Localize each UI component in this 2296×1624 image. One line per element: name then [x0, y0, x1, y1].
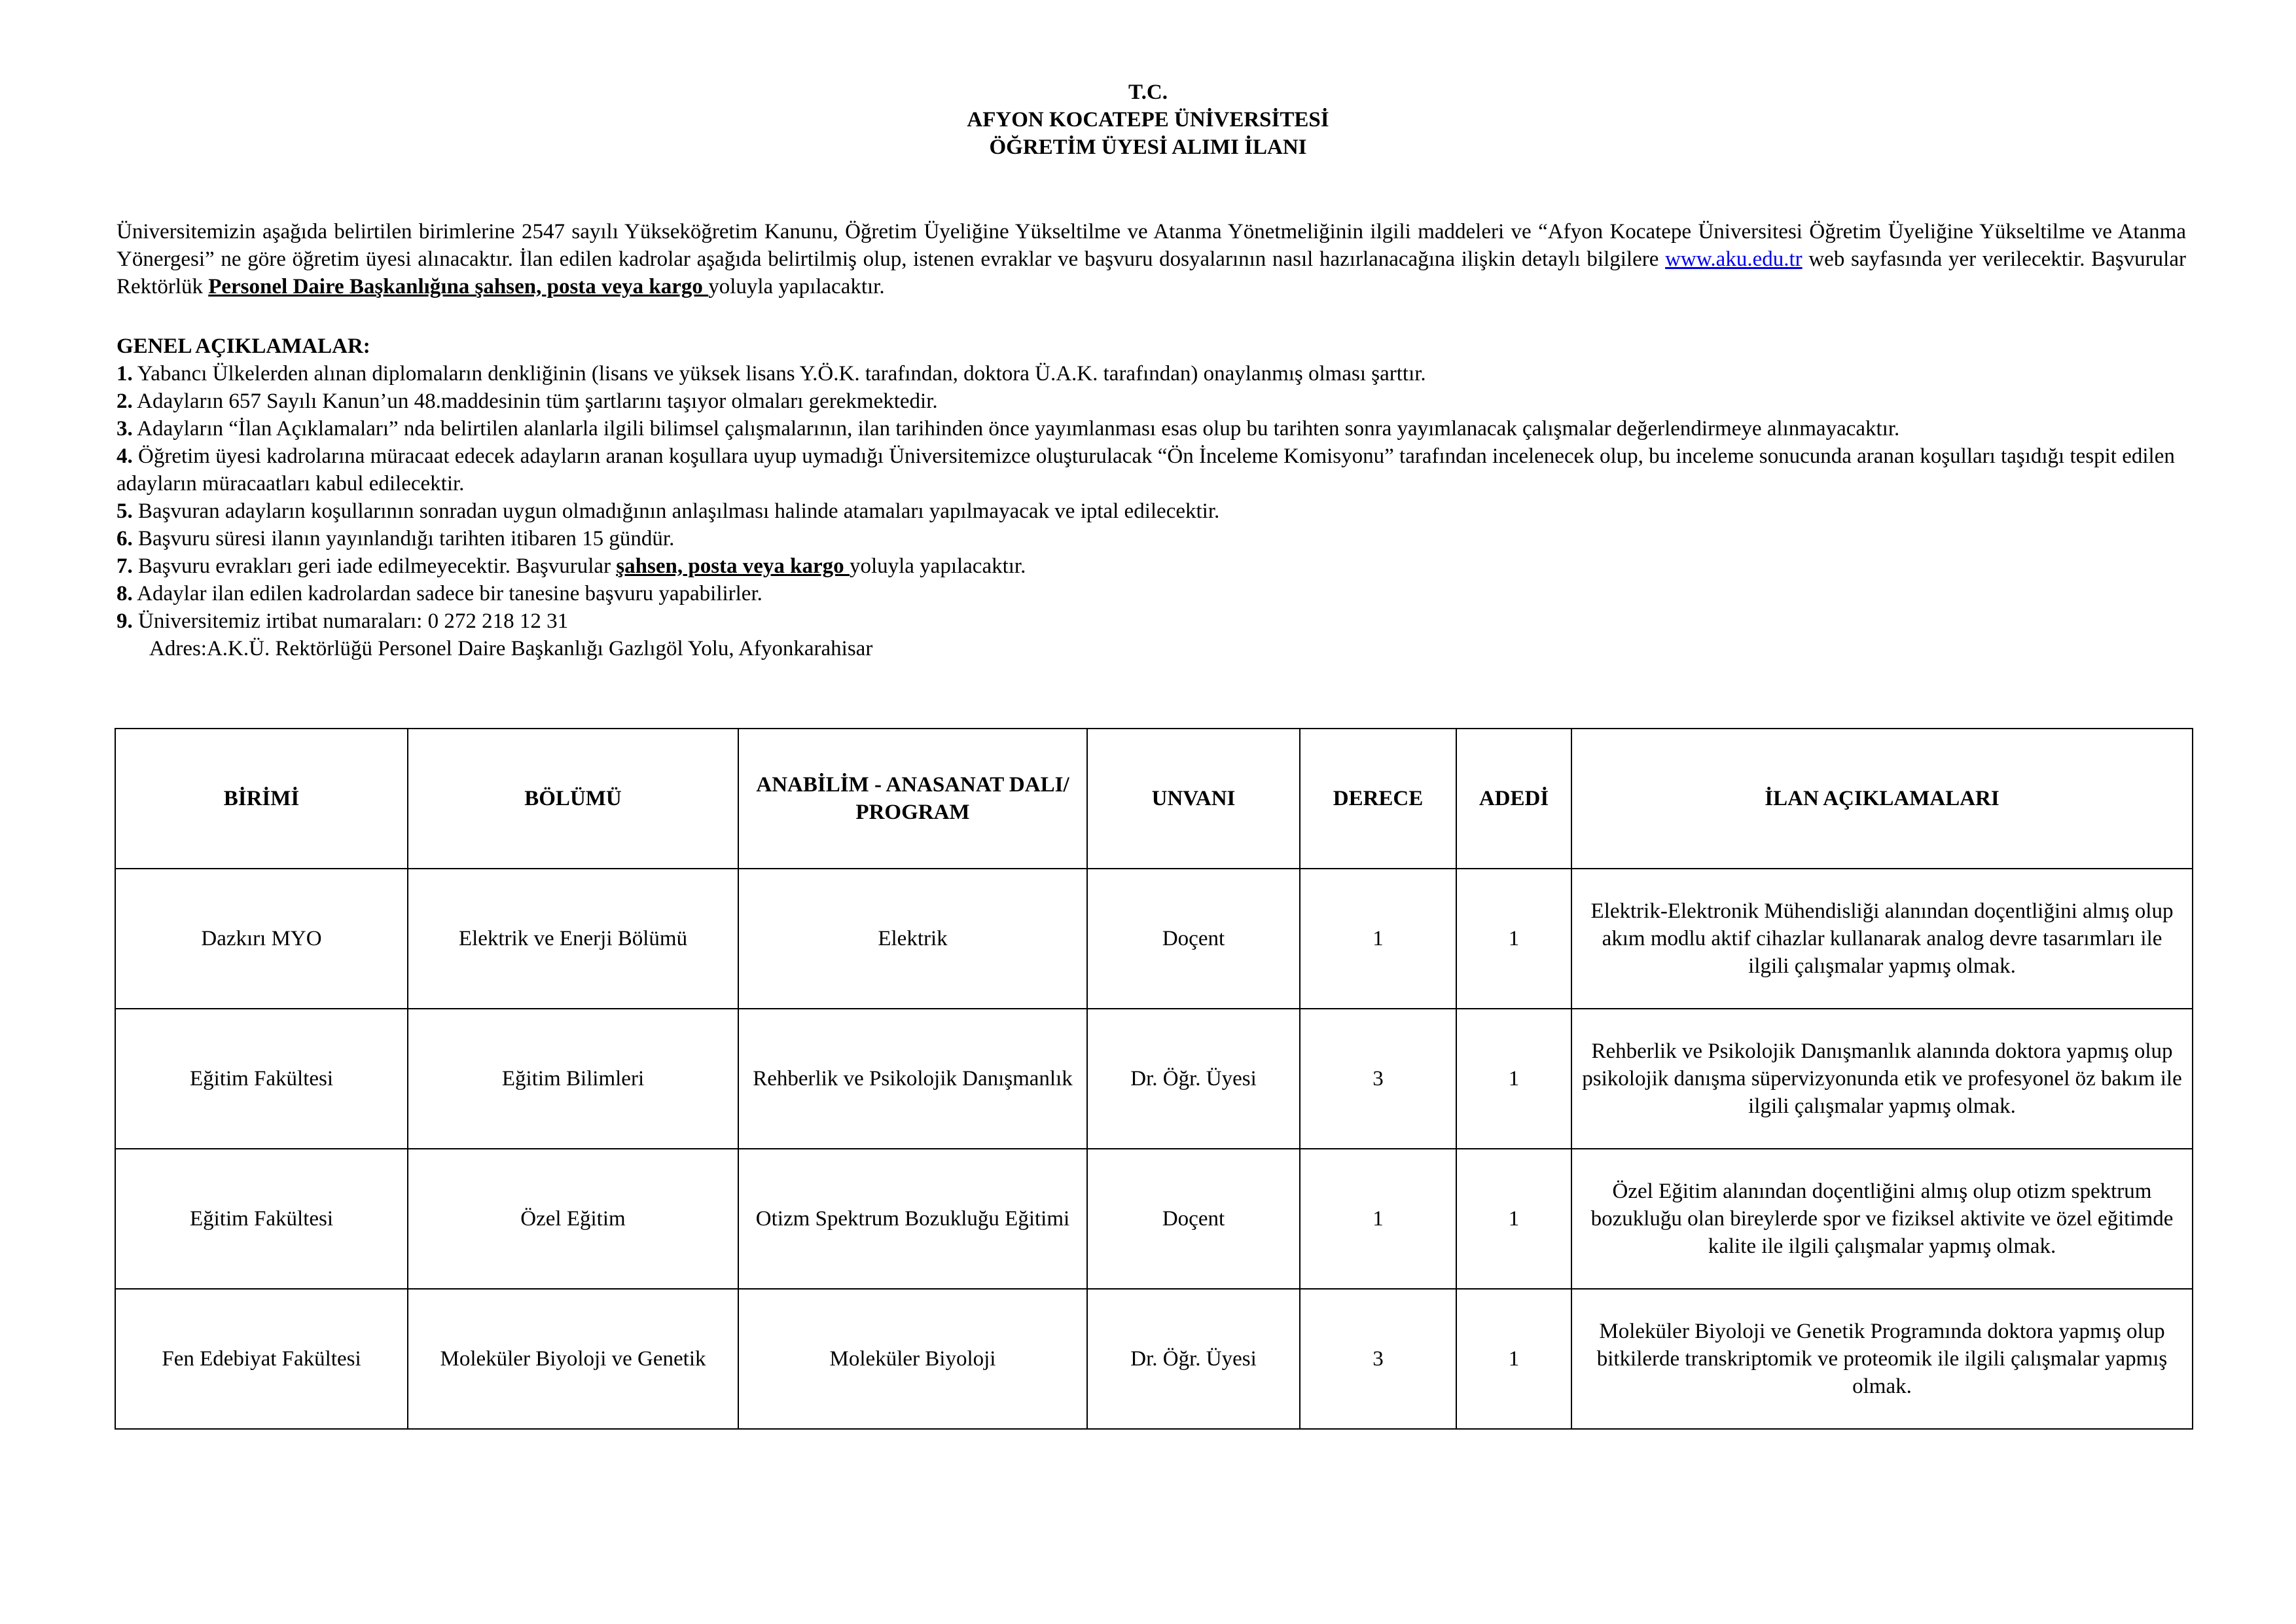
note-number: 1. — [117, 362, 133, 386]
table-row — [115, 869, 2193, 1009]
cell-department: Eğitim Bilimleri — [408, 1009, 738, 1149]
cell-description: Rehberlik ve Psikolojik Danışmanlık alanında doktora yapmış olup psikolojik danışma süpervizyonunda etik ve profesyonel öz bakım ile ilgili çalışmalar yapmış olmak. — [1571, 1009, 2193, 1149]
header-university: AFYON KOCATEPE ÜNİVERSİTESİ — [967, 108, 1329, 132]
header-announcement-title: ÖĞRETİM ÜYESİ ALIMI İLANI — [989, 135, 1307, 159]
col-header-count: ADEDİ — [1456, 729, 1571, 869]
general-notes — [117, 333, 2186, 662]
header-tc: T.C. — [1128, 81, 1168, 104]
col-header-title: UNVANI — [1087, 729, 1300, 869]
note-text: Adayların “İlan Açıklamaları” nda belirtilen alanlarla ilgili bilimsel çalışmalarının, ilan tarihinden önce yayımlanması esas olup bu tarihten sonra yayımlanacak çalışmalar değerlendirmeye alınmayacaktır. — [132, 417, 1900, 441]
cell-count: 1 — [1456, 1149, 1571, 1289]
note-text: Adaylar ilan edilen kadrolardan sadece bir tanesine başvuru yapabilirler. — [132, 582, 762, 605]
note-text: Yabancı Ülkelerden alınan diplomaların denkliğinin (lisans ve yüksek lisans Y.Ö.K. tarafından, doktora Ü.A.K. tarafından) onaylanmış olması şarttır. — [132, 362, 1426, 386]
col-header-discipline: ANABİLİM - ANASANAT DALI/ PROGRAM — [738, 729, 1087, 869]
note-item — [117, 415, 2186, 442]
cell-description: Elektrik-Elektronik Mühendisliği alanından doçentliğini almış olup akım modlu aktif cihazlar kullanarak analog devre tasarımları ile ilgili çalışmalar yapmış olmak. — [1571, 869, 2193, 1009]
intro-text: Üniversitemizin aşağıda belirtilen birimlerine 2547 sayılı Yükseköğretim Kanunu, Öğretim Üyeliğine Yükseltilme ve Atanma Yönetmeliğinin ilgili maddeleri ve “Afyon Kocatepe Üniversitesi Öğretim Üyeliğine Yükseltilme ve Atanma Yönergesi” ne göre öğretim üyesi alınacaktır. İlan edilen kadrolar aşağıda belirtilmiş olup, istenen evraklar ve başvuru dosyalarının nasıl hazırlanacağına ilişkin detaylı bilgilere — [117, 220, 2186, 271]
note-number: 7. — [117, 554, 133, 578]
document-header — [0, 79, 2296, 161]
note-item — [117, 388, 2186, 415]
col-header-degree: DERECE — [1300, 729, 1456, 869]
cell-discipline: Elektrik — [738, 869, 1087, 1009]
table-row — [115, 1289, 2193, 1429]
note-text: Başvuru süresi ilanın yayınlandığı tarihten itibaren 15 gündür. — [132, 527, 675, 550]
note-emphasis: şahsen, posta veya kargo — [616, 554, 850, 578]
cell-unit: Fen Edebiyat Fakültesi — [115, 1289, 408, 1429]
cell-department: Elektrik ve Enerji Bölümü — [408, 869, 738, 1009]
note-item — [117, 607, 2186, 635]
cell-title: Dr. Öğr. Üyesi — [1087, 1009, 1300, 1149]
note-item — [117, 497, 2186, 525]
col-header-unit: BİRİMİ — [115, 729, 408, 869]
cell-title: Doçent — [1087, 869, 1300, 1009]
table-row — [115, 1009, 2193, 1149]
cell-discipline: Moleküler Biyoloji — [738, 1289, 1087, 1429]
note-item — [117, 525, 2186, 552]
cell-department: Özel Eğitim — [408, 1149, 738, 1289]
note-number: 2. — [117, 389, 133, 413]
cell-count: 1 — [1456, 1289, 1571, 1429]
general-notes-title: GENEL AÇIKLAMALAR: — [117, 334, 370, 358]
intro-text-cont: web sayfasında yer verilecektir. Başvurular Rektörlük — [117, 247, 2186, 298]
note-text: Başvuru evrakları geri iade edilmeyecektir. Başvurular — [132, 554, 617, 578]
cell-title: Dr. Öğr. Üyesi — [1087, 1289, 1300, 1429]
cell-unit: Eğitim Fakültesi — [115, 1009, 408, 1149]
address-line: Adres:A.K.Ü. Rektörlüğü Personel Daire Başkanlığı Gazlıgöl Yolu, Afyonkarahisar — [149, 637, 873, 660]
note-item — [117, 360, 2186, 388]
cell-unit: Eğitim Fakültesi — [115, 1149, 408, 1289]
cell-department: Moleküler Biyoloji ve Genetik — [408, 1289, 738, 1429]
cell-title: Doçent — [1087, 1149, 1300, 1289]
note-text: Üniversitemiz irtibat numaraları: 0 272 218 12 31 — [132, 609, 569, 633]
table-header-row — [115, 729, 2193, 869]
note-number: 6. — [117, 527, 133, 550]
cell-count: 1 — [1456, 869, 1571, 1009]
intro-paragraph — [117, 218, 2186, 300]
note-text-end: yoluyla yapılacaktır. — [849, 554, 1026, 578]
cell-unit: Dazkırı MYO — [115, 869, 408, 1009]
positions-table — [115, 728, 2193, 1430]
note-text: Başvuran adayların koşullarının sonradan uygun olmadığının anlaşılması halinde atamaları yapılmayacak ve iptal edilecektir. — [132, 499, 1220, 523]
note-number: 8. — [117, 582, 133, 605]
note-number: 5. — [117, 499, 133, 523]
cell-degree: 3 — [1300, 1009, 1456, 1149]
note-number: 3. — [117, 417, 133, 441]
note-number: 4. — [117, 444, 133, 468]
cell-description: Moleküler Biyoloji ve Genetik Programında doktora yapmış olup bitkilerde transkriptomik ve proteomik ile ilgili çalışmalar yapmış olmak. — [1571, 1289, 2193, 1429]
table-row — [115, 1149, 2193, 1289]
cell-count: 1 — [1456, 1009, 1571, 1149]
note-item — [117, 580, 2186, 607]
intro-text-end: yoluyla yapılacaktır. — [708, 275, 885, 298]
intro-emphasis: Personel Daire Başkanlığına şahsen, posta veya kargo — [208, 275, 709, 298]
website-link[interactable]: www.aku.edu.tr — [1665, 247, 1803, 271]
note-item — [117, 552, 2186, 580]
note-text: Adayların 657 Sayılı Kanun’un 48.maddesinin tüm şartlarını taşıyor olmaları gerekmektedir. — [132, 389, 938, 413]
cell-discipline: Rehberlik ve Psikolojik Danışmanlık — [738, 1009, 1087, 1149]
note-number: 9. — [117, 609, 133, 633]
cell-degree: 3 — [1300, 1289, 1456, 1429]
cell-discipline: Otizm Spektrum Bozukluğu Eğitimi — [738, 1149, 1087, 1289]
note-item — [117, 442, 2186, 497]
col-header-description: İLAN AÇIKLAMALARI — [1571, 729, 2193, 869]
cell-degree: 1 — [1300, 1149, 1456, 1289]
col-header-department: BÖLÜMÜ — [408, 729, 738, 869]
cell-description: Özel Eğitim alanından doçentliğini almış olup otizm spektrum bozukluğu olan bireylerde spor ve fiziksel aktivite ve özel eğitimde kalite ile ilgili çalışmalar yapmış olmak. — [1571, 1149, 2193, 1289]
note-text: Öğretim üyesi kadrolarına müracaat edecek adayların aranan koşullara uyup uymadığı Üniversitemizce oluşturulacak “Ön İnceleme Komisyonu” tarafından incelenecek olup, bu inceleme sonucunda aranan koşulları taşıdığı tespit edilen adayların müracaatları kabul edilecektir. — [117, 444, 2175, 496]
cell-degree: 1 — [1300, 869, 1456, 1009]
